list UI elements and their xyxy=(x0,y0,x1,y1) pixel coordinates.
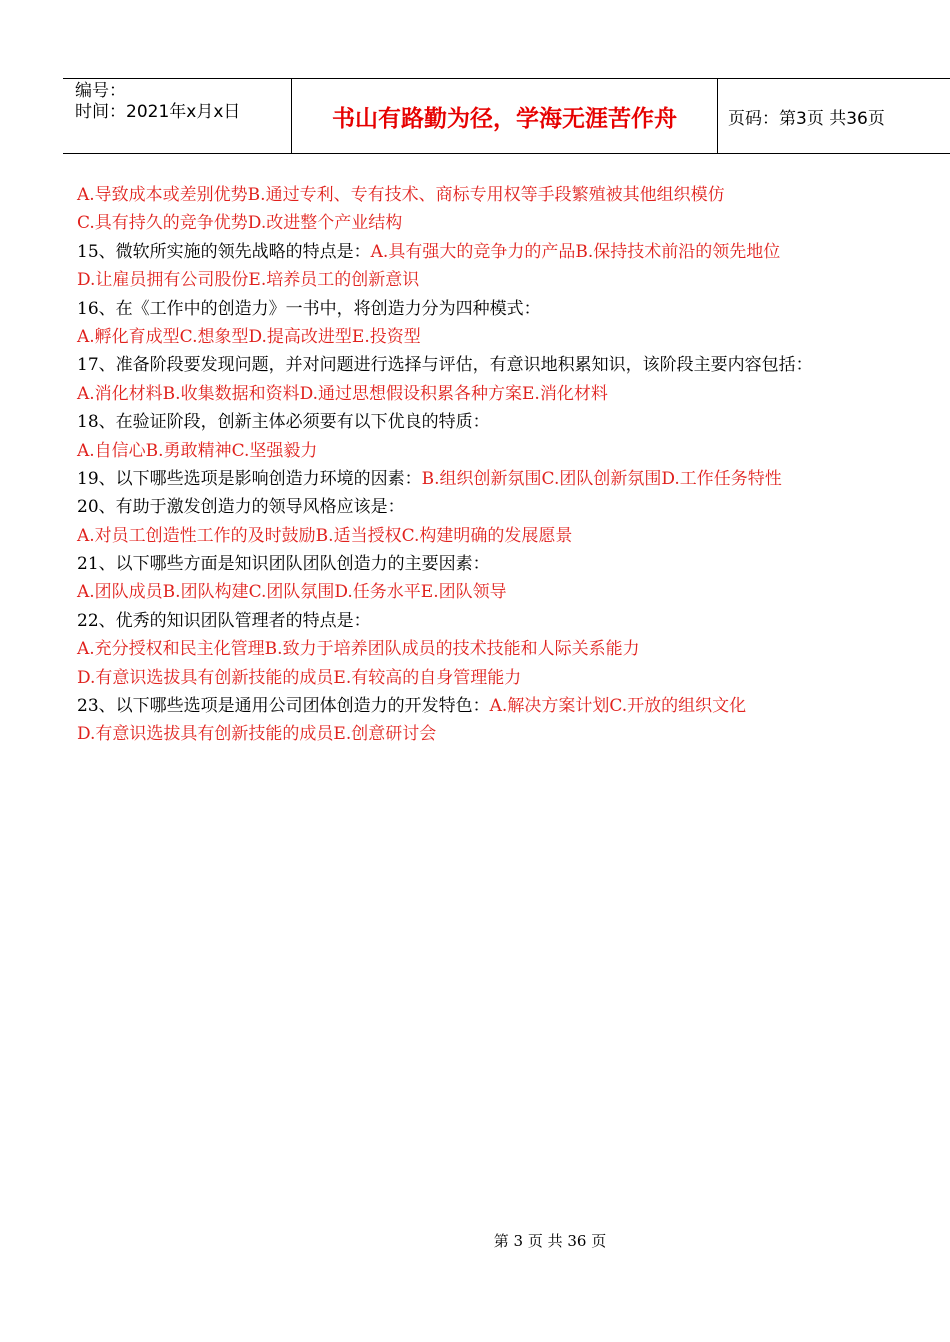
text-line xyxy=(77,522,937,550)
question-list xyxy=(77,181,937,749)
answer-text: C.具有持久的竞争优势D.改进整个产业结构 xyxy=(77,213,403,234)
question-text: 20、有助于激发创造力的领导风格应该是： xyxy=(77,497,405,518)
page-header xyxy=(63,78,950,154)
text-line xyxy=(77,351,937,379)
document-number-label: 编号： xyxy=(75,81,126,101)
document-time: 时间：2021年x月x日 xyxy=(75,102,241,122)
header-motto: 书山有路勤为径，学海无涯苦作舟 xyxy=(292,79,718,153)
header-page-info: 页码：第3页 共36页 xyxy=(728,108,885,129)
answer-text: A.对员工创造性工作的及时鼓励B.适当授权C.构建明确的发展愿景 xyxy=(77,525,573,546)
text-line xyxy=(77,720,937,748)
page-footer: 第 3 页 共 36 页 xyxy=(493,1232,607,1250)
answer-text: A.消化材料B.收集数据和资料D.通过思想假设积累各种方案E.消化材料 xyxy=(77,383,608,404)
text-line xyxy=(77,664,937,692)
answer-text: D.有意识选拔具有创新技能的成员E.有较高的自身管理能力 xyxy=(77,667,522,688)
text-line xyxy=(77,380,937,408)
text-line xyxy=(77,692,937,720)
answer-text: D.让雇员拥有公司股份E.培养员工的创新意识 xyxy=(77,270,420,291)
text-line xyxy=(77,238,937,266)
answer-text: A.导致成本或差别优势B.通过专利、专有技术、商标专用权等手段繁殖被其他组织模仿 xyxy=(77,185,725,205)
text-line xyxy=(77,209,937,237)
text-line xyxy=(77,465,937,493)
text-line xyxy=(77,635,937,663)
answer-text: A.自信心B.勇敢精神C.坚强毅力 xyxy=(77,440,318,461)
answer-text: A.具有强大的竞争力的产品B.保持技术前沿的领先地位 xyxy=(370,241,781,262)
text-line xyxy=(77,181,937,209)
question-text: 19、以下哪些选项是影响创造力环境的因素： xyxy=(77,468,422,489)
question-text: 18、在验证阶段，创新主体必须要有以下优良的特质： xyxy=(77,412,490,433)
text-line xyxy=(77,437,937,465)
question-text: 16、在《工作中的创造力》一书中，将创造力分为四种模式： xyxy=(77,298,541,319)
answer-text: A.团队成员B.团队构建C.团队氛围D.任务水平E.团队领导 xyxy=(77,582,507,603)
answer-text: A.解决方案计划C.开放的组织文化 xyxy=(489,696,747,717)
question-text: 21、以下哪些方面是知识团队团队创造力的主要因素： xyxy=(77,554,490,575)
text-line xyxy=(77,408,937,436)
header-meta xyxy=(63,79,292,153)
text-line xyxy=(77,578,937,606)
text-line xyxy=(77,550,937,578)
text-line xyxy=(77,493,937,521)
question-text: 22、优秀的知识团队管理者的特点是： xyxy=(77,610,371,631)
answer-text: A.充分授权和民主化管理B.致力于培养团队成员的技术技能和人际关系能力 xyxy=(77,639,640,660)
question-text: 17、准备阶段要发现问题，并对问题进行选择与评估，有意识地积累知识，该阶段主要内容包括： xyxy=(77,355,813,376)
text-line xyxy=(77,607,937,635)
text-line xyxy=(77,266,937,294)
text-line xyxy=(77,323,937,351)
text-line xyxy=(77,295,937,323)
answer-text: D.有意识选拔具有创新技能的成员E.创意研讨会 xyxy=(77,724,437,745)
answer-text: A.孵化育成型C.想象型D.提高改进型E.投资型 xyxy=(77,326,421,347)
question-text: 15、微软所实施的领先战略的特点是： xyxy=(77,241,371,262)
question-text: 23、以下哪些选项是通用公司团体创造力的开发特色： xyxy=(77,696,490,717)
answer-text: B.组织创新氛围C.团队创新氛围D.工作任务特性 xyxy=(421,468,782,489)
